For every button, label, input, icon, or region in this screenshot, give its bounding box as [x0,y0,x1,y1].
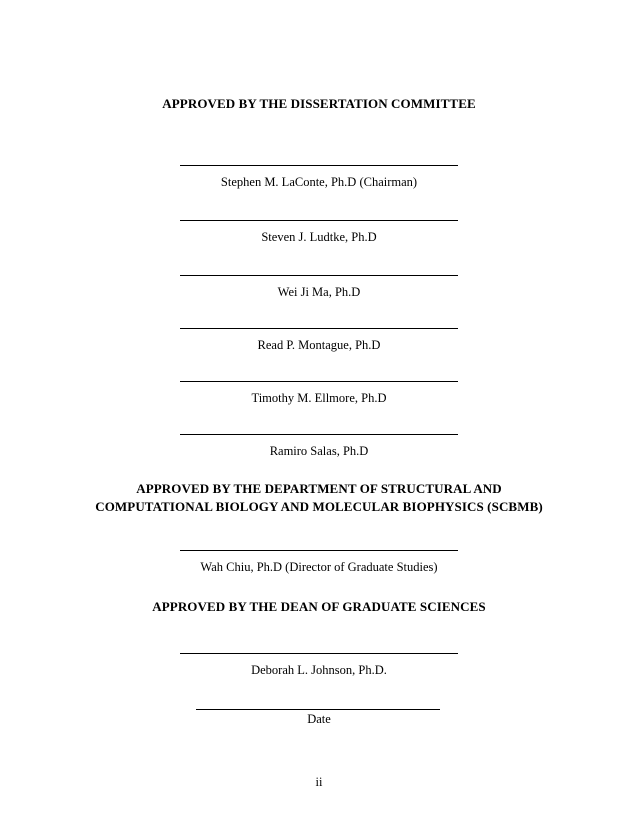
signature-line-department [180,550,458,551]
signatory-name: Read P. Montague, Ph.D [257,338,381,352]
dean-heading: APPROVED BY THE DEAN OF GRADUATE SCIENCES [152,599,486,614]
signature-line-committee-2 [180,220,458,221]
signature-line-committee-1 [180,165,458,166]
signature-line-committee-6 [180,434,458,435]
department-heading-line-1: APPROVED BY THE DEPARTMENT OF STRUCTURAL AND [136,481,502,496]
page-number: ii [315,775,323,789]
signatory-name: Timothy M. Ellmore, Ph.D [251,391,387,405]
signature-line-dean [180,653,458,654]
signature-line-date [196,709,440,710]
signature-line-committee-5 [180,381,458,382]
signatory-name: Steven J. Ludtke, Ph.D [261,230,377,244]
signature-line-committee-3 [180,275,458,276]
dean-signatory-name: Deborah L. Johnson, Ph.D. [251,663,387,677]
department-signatory-name: Wah Chiu, Ph.D (Director of Graduate Studies) [200,560,438,574]
signature-line-committee-4 [180,328,458,329]
signatory-name: Ramiro Salas, Ph.D [269,444,369,458]
committee-heading: APPROVED BY THE DISSERTATION COMMITTEE [162,96,476,111]
signatory-name: Wei Ji Ma, Ph.D [277,285,361,299]
department-heading-line-2: COMPUTATIONAL BIOLOGY AND MOLECULAR BIOPHYSICS (SCBMB) [95,499,543,514]
signatory-name: Stephen M. LaConte, Ph.D (Chairman) [220,175,418,189]
date-label: Date [307,712,331,726]
